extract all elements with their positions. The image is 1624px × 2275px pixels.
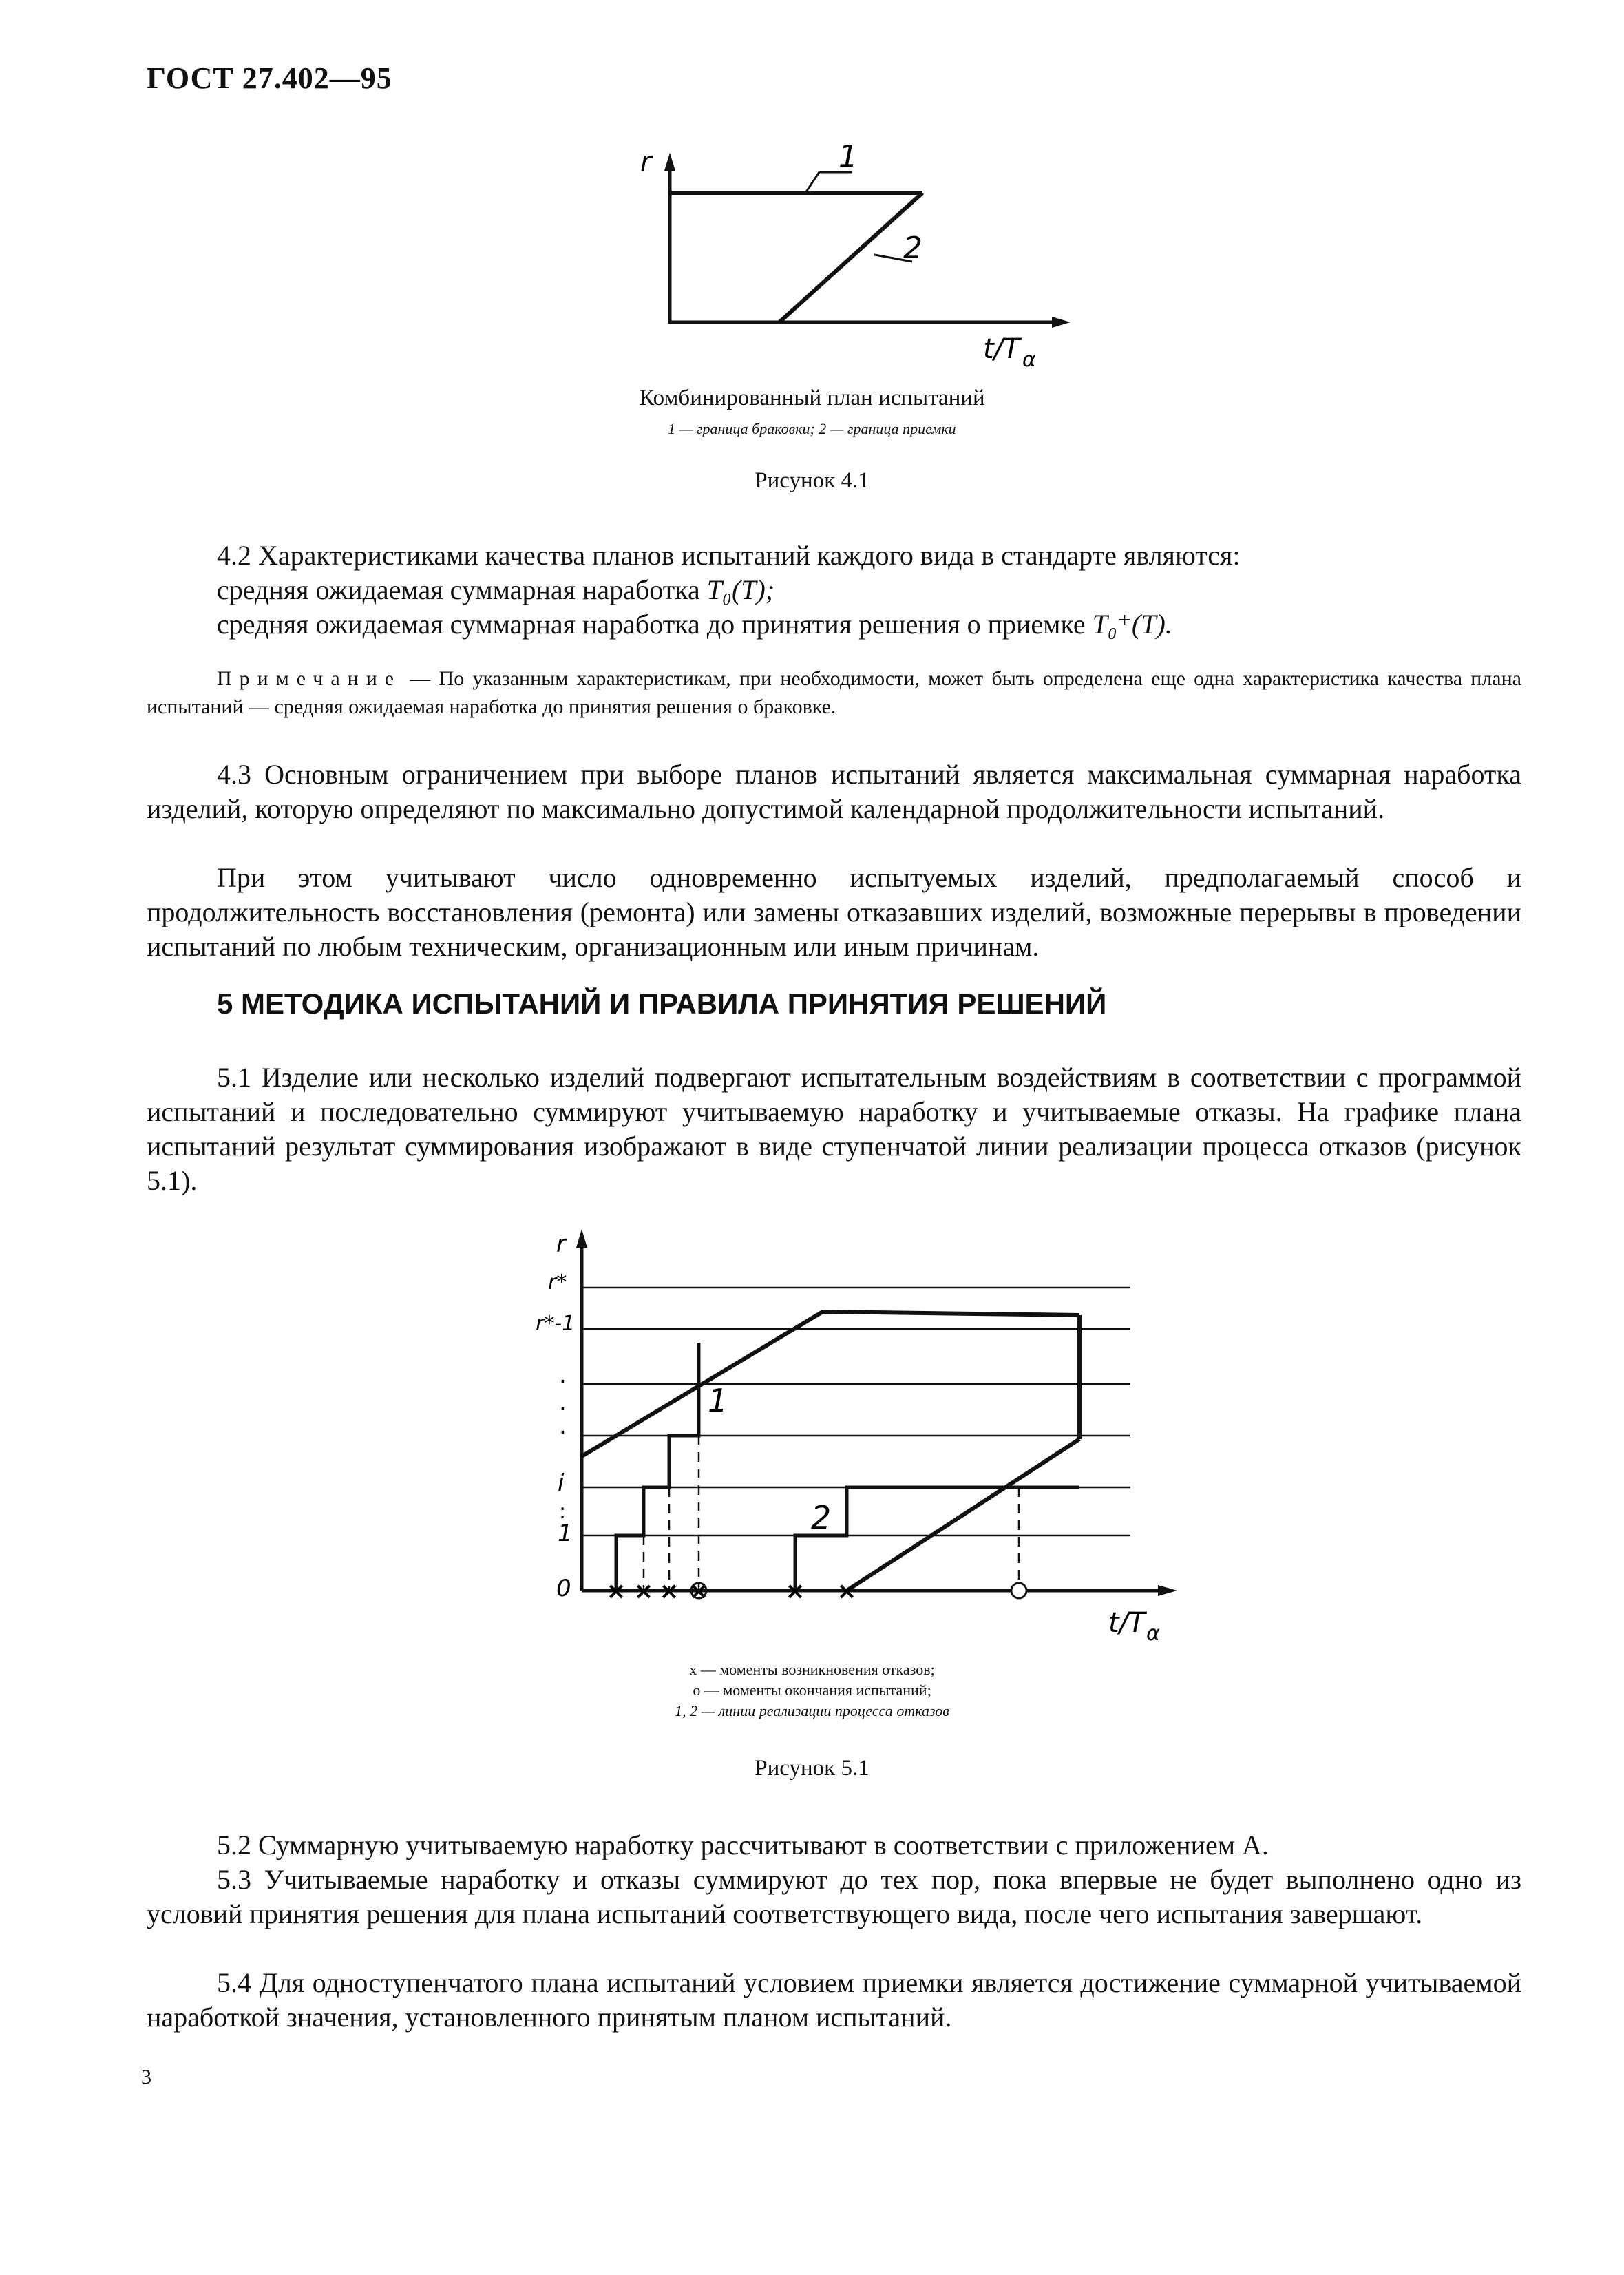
- note-label: Примечание: [217, 667, 402, 690]
- y-tick-dot: .: [559, 1389, 567, 1416]
- y-tick-colon: :: [559, 1500, 567, 1524]
- failure-marker: ×: [836, 1577, 857, 1605]
- paragraph-5-4: 5.4 Для одноступенчатого плана испытаний условием приемки является достижение суммарной учитываемой наработкой значения, установленного принятым планом испытаний.: [147, 1967, 1521, 2033]
- acceptance-boundary-line: [847, 1439, 1079, 1591]
- figure-4-1-label-2: 2: [903, 231, 922, 266]
- figure-5-1: [523, 1212, 1212, 1653]
- figure-4-1-label: Рисунок 4.1: [755, 468, 869, 493]
- figure-5-1-x-arrow: [1158, 1585, 1177, 1596]
- paragraph-4-2-line2: [147, 573, 1521, 607]
- failure-process-line-1: [616, 1343, 699, 1591]
- y-tick-dot: .: [559, 1412, 567, 1440]
- page-number: 3: [141, 2066, 151, 2088]
- y-tick-i: i: [558, 1469, 565, 1497]
- figure-4-1-y-label: r: [640, 146, 652, 178]
- figure-5-1-label: Рисунок 5.1: [755, 1756, 869, 1781]
- figure-4-1-caption: Комбинированный план испытаний: [639, 386, 985, 410]
- legend-line: о — моменты окончания испытаний;: [693, 1681, 931, 1699]
- math-t0-t: T₀(T);: [706, 574, 775, 605]
- paragraph-5-2: 5.2 Суммарную учитываемую наработку рассчитывают в соответствии с приложением А.: [217, 1830, 1269, 1860]
- page-header: ГОСТ 27.402—95: [147, 61, 392, 95]
- figure-5-1-legend: [0, 1659, 1624, 1721]
- y-tick-r-star: r*: [548, 1270, 567, 1294]
- failure-marker: ×: [785, 1577, 805, 1605]
- paragraph-4-2-line2-text: средняя ожидаемая суммарная наработка: [217, 574, 707, 605]
- paragraph-4-3: 4.3 Основным ограничением при выборе планов испытаний является максимальная суммарная наработка изделий, которую определяют по максимально допустимой календарной продолжительности испытаний.: [147, 759, 1521, 824]
- note: [147, 664, 1521, 721]
- y-tick-dot: .: [559, 1361, 567, 1389]
- paragraph-4-2-line3: [147, 607, 1521, 642]
- y-tick-1: 1: [558, 1520, 573, 1547]
- figure-5-1-x-label: t/T: [1108, 1607, 1146, 1639]
- legend-line: x — моменты возникновения отказов;: [689, 1661, 935, 1678]
- figure-5-1-grid: [582, 1288, 1130, 1535]
- section-5-heading: 5 МЕТОДИКА ИСПЫТАНИЙ И ПРАВИЛА ПРИНЯТИЯ РЕШЕНИЙ: [217, 987, 1107, 1020]
- figure-5-1-label-2: 2: [811, 1499, 832, 1536]
- figure-5-1-label-1: 1: [708, 1382, 728, 1419]
- note-text: — По указанным характеристикам, при необходимости, может быть определена еще одна характеристика качества плана испытаний — средняя ожидаемая наработка до принятия решения о браковке.: [147, 667, 1521, 718]
- figure-5-1-x-label-sub: α: [1146, 1622, 1160, 1646]
- figure-5-1-y-label: r: [556, 1230, 566, 1258]
- failure-marker: ×: [633, 1577, 654, 1605]
- y-tick-0: 0: [556, 1575, 571, 1602]
- figure-4-1-legend: 1 — граница браковки; 2 — граница приемки: [668, 420, 956, 437]
- figure-4-1-x-label: t/T: [983, 333, 1020, 365]
- figure-4-1-label-1: 1: [839, 139, 858, 174]
- paragraph-4-2-line3-text: средняя ожидаемая суммарная наработка до принятия решения о приемке: [217, 609, 1093, 640]
- paragraph-5-1: 5.1 Изделие или несколько изделий подвергают испытательным воздействиям в соответствии с программой испытаний и последовательно суммируют учитываемую наработку и учитываемые отказы. На графике плана испытаний результат суммирования изображают в виде ступенчатой линии реализации процесса отказов (рисунок 5.1).: [147, 1062, 1521, 1196]
- failure-process-line-2: [795, 1487, 1079, 1591]
- figure-4-1: [620, 117, 1101, 379]
- failure-marker: ×: [659, 1577, 679, 1605]
- y-tick-r-star-minus-1: r*-1: [536, 1312, 576, 1336]
- paragraph-4-2: [147, 538, 1521, 573]
- figure-4-1-x-label-sub: α: [1022, 348, 1036, 372]
- test-end-marker: [1011, 1583, 1026, 1598]
- figure-4-1-y-arrow: [664, 153, 675, 171]
- math-t0-plus-t: T₀⁺(T).: [1092, 609, 1172, 640]
- failure-marker: ×: [606, 1577, 626, 1605]
- legend-line: 1, 2 — линии реализации процесса отказов: [675, 1702, 949, 1719]
- paragraph-4-2-line1: 4.2 Характеристиками качества планов испытаний каждого вида в стандарте являются:: [217, 540, 1241, 571]
- paragraph-4-3b: При этом учитывают число одновременно испытуемых изделий, предполагаемый способ и продолжительность восстановления (ремонта) или замены отказавших изделий, возможные перерывы в проведении испытаний по любым техническим, организационным или иным причинам.: [147, 862, 1521, 962]
- failure-marker: ×: [688, 1577, 709, 1605]
- paragraph-5-3: 5.3 Учитываемые наработку и отказы суммируют до тех пор, пока впервые не будет выполнено одно из условий принятия решения для плана испытаний соответствующего вида, после чего испытания завершают.: [147, 1864, 1521, 1929]
- label-1-leader: [805, 172, 852, 193]
- figure-5-1-y-arrow: [576, 1229, 587, 1248]
- figure-4-1-x-arrow: [1052, 317, 1071, 328]
- acceptance-boundary-line: [779, 193, 922, 322]
